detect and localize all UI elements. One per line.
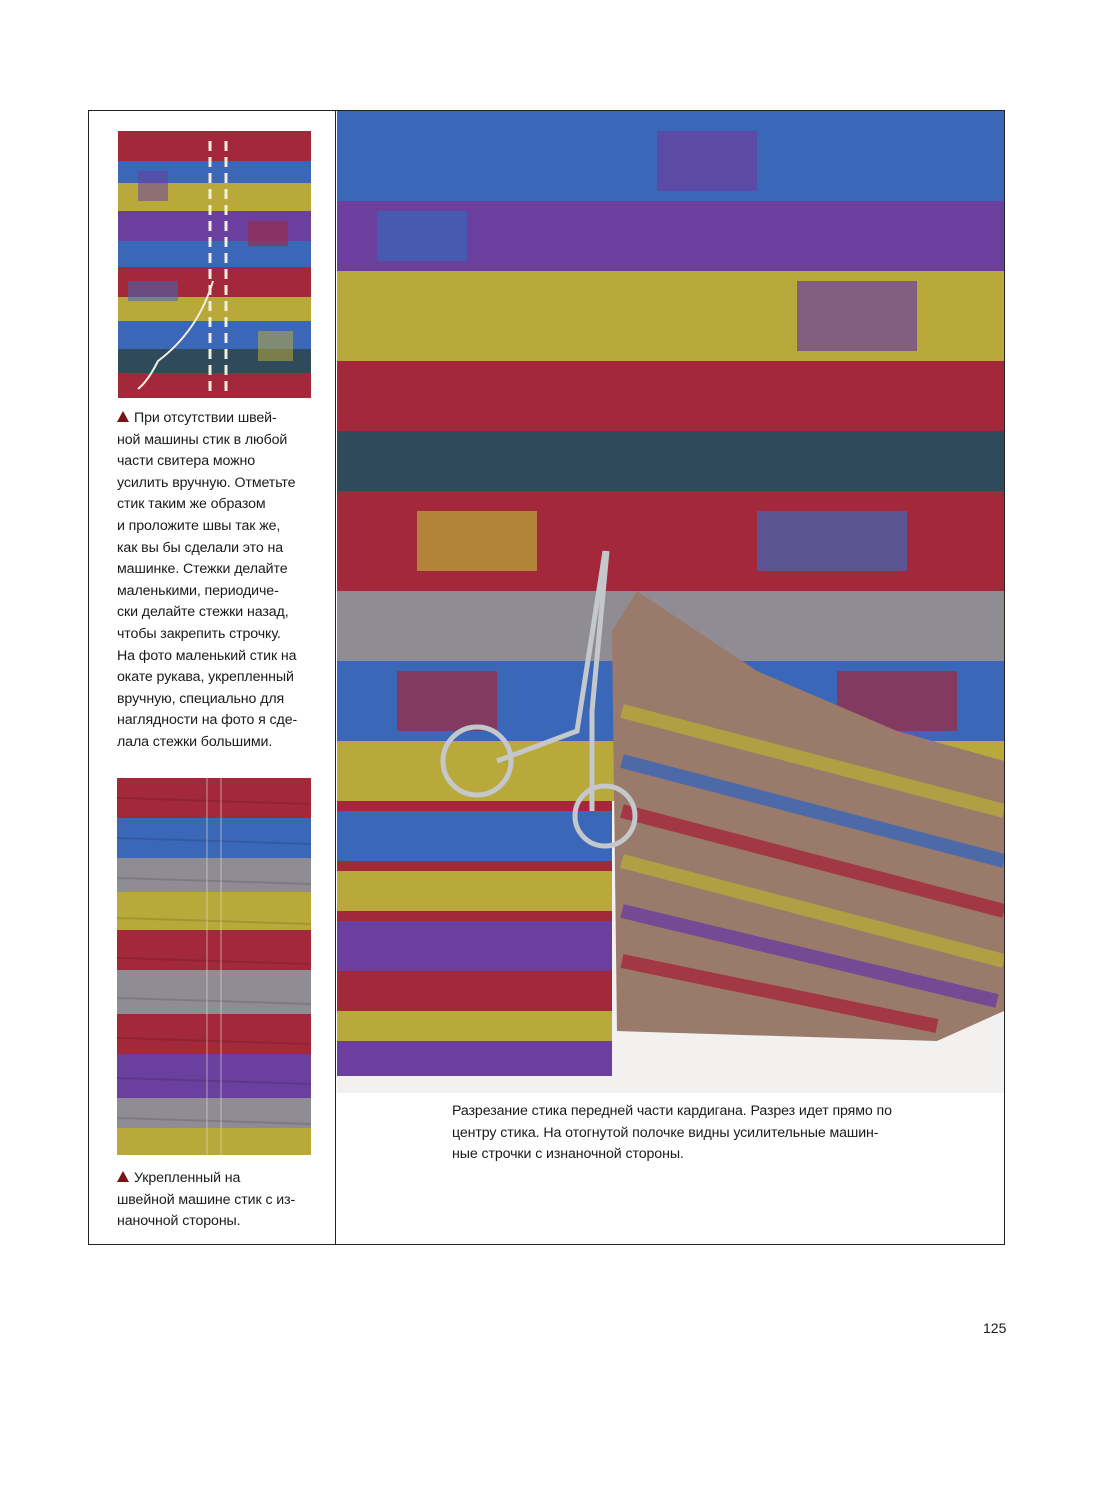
- caption-line: швейной машине стик с из-: [117, 1191, 296, 1208]
- caption-line: Разрезание стика передней части кардигана. Разрез идет прямо по: [452, 1103, 892, 1119]
- caption-line: наглядности на фото я сде-: [117, 712, 298, 729]
- caption-line: стик таким же образом: [117, 496, 266, 513]
- caption-line: [117, 1168, 327, 1190]
- knit-pattern-image: [118, 131, 311, 398]
- caption-line: машинке. Стежки делайте: [117, 561, 288, 578]
- caption-text: При отсутствии швей-: [134, 410, 277, 426]
- caption-line: ной машины стик в любой: [117, 431, 288, 448]
- caption-line: вручную, специально для: [117, 690, 285, 707]
- caption-line: ски делайте стежки назад,: [117, 604, 289, 621]
- caption-line: центру стика. На отогнутой полочке видны усилительные машин-: [452, 1124, 879, 1141]
- knit-reverse-image: [117, 778, 311, 1155]
- caption-line: усилить вручную. Отметьте: [117, 474, 296, 491]
- hand-stitched-steek-photo: [118, 131, 311, 398]
- caption-line: чтобы закрепить строчку.: [117, 625, 281, 642]
- caption-line: как вы бы сделали это на: [117, 539, 284, 556]
- triangle-up-icon: [117, 1171, 129, 1182]
- caption-text: Укрепленный на: [134, 1170, 241, 1186]
- column-divider: [335, 110, 336, 1245]
- caption-line: ные строчки с изнаночной стороны.: [452, 1146, 684, 1163]
- caption-line: лала стежки большими.: [117, 733, 273, 750]
- triangle-up-icon: [117, 411, 129, 422]
- caption-line: части свитера можно: [117, 453, 256, 470]
- page-number: 125: [983, 1320, 1007, 1336]
- caption-machine-stitching: [117, 1168, 327, 1233]
- caption-line: На фото маленький стик на: [117, 647, 297, 664]
- caption-main-photo: [452, 1101, 972, 1166]
- caption-hand-stitching: [117, 408, 327, 754]
- caption-line: окате рукава, укрепленный: [117, 669, 294, 686]
- caption-line: наночной стороны.: [117, 1213, 241, 1230]
- machine-stitched-steek-photo: [117, 778, 311, 1155]
- cardigan-knit-image: [337, 111, 1004, 1093]
- caption-line: и проложите швы так же,: [117, 517, 281, 534]
- cutting-steek-photo: [337, 111, 1004, 1093]
- caption-line: маленькими, периодиче-: [117, 582, 279, 599]
- caption-line: [117, 408, 327, 430]
